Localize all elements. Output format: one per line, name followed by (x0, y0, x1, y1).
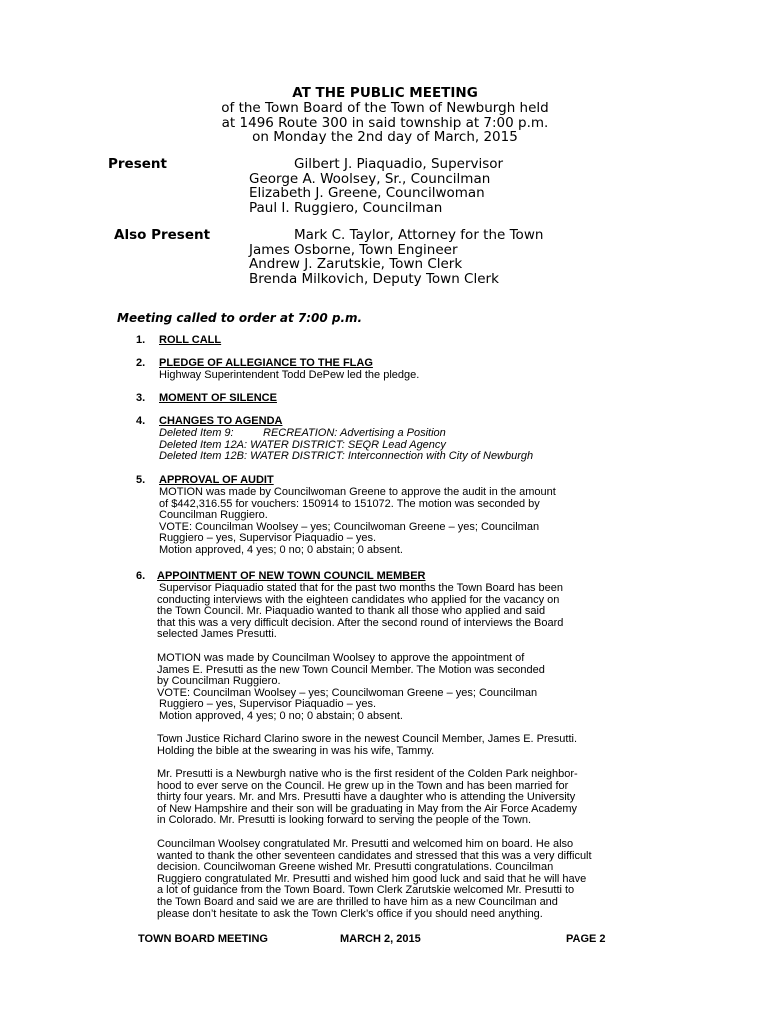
body-line: Motion approved, 4 yes; 0 no; 0 abstain; 0 absent. (159, 709, 403, 722)
body-line: decision. Councilwoman Greene wished Mr. Presutti congratulations. Councilman (157, 861, 554, 874)
footer-date: MARCH 2, 2015 (340, 933, 421, 945)
header-line-1: of the Town Board of the Town of Newburgh held (221, 100, 549, 116)
body-line: Mr. Presutti is a Newburgh native who is the first resident of the Colden Park neighbor- (157, 768, 578, 780)
body-line: Supervisor Piaquadio stated that for the past two months the Town Board has been (159, 582, 563, 594)
body-line: of $442,316.55 for vouchers: 150914 to 151072. The motion was seconded by (159, 497, 540, 510)
also-present-name: James Osborne, Town Engineer (249, 241, 458, 258)
body-line: hood to ever serve on the Council. He grew up in the Town and has been married for (157, 779, 569, 792)
body-line: VOTE: Councilman Woolsey – yes; Councilwoman Greene – yes; Councilman (157, 686, 538, 699)
item-heading: CHANGES TO AGENDA (159, 415, 283, 427)
present-name: Paul I. Ruggiero, Councilman (249, 199, 443, 216)
body-line: the Town Board and said we are are thrilled to have him as a new Councilman and (157, 895, 558, 908)
called-to-order: Meeting called to order at 7:00 p.m. (117, 311, 363, 325)
item-paragraph (157, 769, 657, 827)
body-line: Highway Superintendent Todd DePew led the pledge. (159, 369, 420, 381)
body-line: MOTION was made by Councilman Woolsey to approve the appointment of (157, 652, 525, 664)
body-line: by Councilman Ruggiero. (157, 675, 281, 688)
present-label: Present (108, 156, 167, 172)
body-line: Ruggiero – yes, Supervisor Piaquadio – yes. (159, 698, 377, 711)
body-line: Deleted Item 12A: WATER DISTRICT: SEQR Lead Agency (159, 438, 446, 451)
body-line: Councilman Woolsey congratulated Mr. Presutti and welcomed him on board. He also (157, 838, 574, 850)
body-line: Motion approved, 4 yes; 0 no; 0 abstain; 0 absent. (159, 543, 403, 556)
item-heading: ROLL CALL (159, 334, 222, 346)
body-line: Councilman Ruggiero. (159, 509, 268, 522)
meeting-title: AT THE PUBLIC MEETING (292, 85, 478, 101)
item-number: 2. (136, 357, 146, 369)
item-heading: APPOINTMENT OF NEW TOWN COUNCIL MEMBER (157, 570, 426, 582)
body-line (159, 428, 659, 440)
header-line-3: on Monday the 2nd day of March, 2015 (252, 129, 518, 145)
also-present-label: Also Present (114, 227, 211, 243)
also-present-name: Brenda Milkovich, Deputy Town Clerk (249, 270, 499, 287)
body-line: conducting interviews with the eighteen candidates who applied for the vacancy on (157, 593, 560, 606)
item-paragraph (157, 839, 657, 920)
item-number: 4. (136, 415, 146, 427)
item-body (159, 370, 659, 382)
body-line: VOTE: Councilman Woolsey – yes; Councilwoman Greene – yes; Councilman (159, 520, 540, 533)
item-number: 5. (136, 474, 146, 486)
body-line: thirty four years. Mr. and Mrs. Presutti have a daughter who is attending the University (157, 791, 576, 804)
body-line: wanted to thank the other seventeen candidates and stressed that this was a very difficult (157, 849, 592, 862)
item-heading: MOMENT OF SILENCE (159, 392, 277, 404)
item-body (159, 428, 659, 463)
header-line-2: at 1496 Route 300 in said township at 7:00 p.m. (221, 115, 549, 131)
item-paragraph (157, 653, 657, 723)
body-line: a lot of guidance from the Town Board. Town Clerk Zarutskie welcomed Mr. Presutti to (157, 884, 575, 897)
deleted-item-text: RECREATION: Advertising a Position (263, 427, 446, 439)
item-heading: APPROVAL OF AUDIT (159, 474, 274, 486)
deleted-item-label: Deleted Item 9: (159, 427, 234, 439)
body-line: Ruggiero – yes, Supervisor Piaquadio – yes. (159, 532, 377, 545)
item-paragraph (157, 734, 657, 757)
also-present-name: Andrew J. Zarutskie, Town Clerk (249, 256, 463, 273)
body-line: the Town Council. Mr. Piaquadio wanted to thank all those who applied and said (157, 605, 546, 618)
item-heading: PLEDGE OF ALLEGIANCE TO THE FLAG (159, 357, 373, 369)
footer-page: PAGE 2 (566, 933, 606, 945)
body-line: that this was a very difficult decision. After the second round of interviews the Board (157, 616, 564, 629)
present-name: Elizabeth J. Greene, Councilwoman (249, 185, 485, 202)
footer-meeting: TOWN BOARD MEETING (138, 933, 268, 945)
body-line: Holding the bible at the swearing in was his wife, Tammy. (157, 744, 435, 757)
present-name: Gilbert J. Piaquadio, Supervisor (294, 156, 504, 172)
present-name: George A. Woolsey, Sr., Councilman (249, 170, 491, 187)
body-line: of New Hampshire and their son will be graduating in May from the Air Force Academy (157, 802, 578, 815)
body-line: please don’t hesitate to ask the Town Clerk’s office if you should need anything. (157, 907, 543, 920)
body-line: Ruggiero congratulated Mr. Presutti and wished him good luck and said that he will have (157, 872, 587, 885)
body-line: MOTION was made by Councilwoman Greene to approve the audit in the amount (159, 486, 556, 498)
body-line: in Colorado. Mr. Presutti is looking forward to serving the people of the Town. (157, 814, 531, 827)
also-present-name: Mark C. Taylor, Attorney for the Town (294, 227, 544, 243)
body-line: selected James Presutti. (157, 628, 277, 641)
body-line: Town Justice Richard Clarino swore in the newest Council Member, James E. Presutti. (157, 733, 578, 745)
item-number: 1. (136, 334, 146, 346)
body-line: Deleted Item 12B: WATER DISTRICT: Interconnection with City of Newburgh (159, 450, 534, 463)
body-line: James E. Presutti as the new Town Council Member. The Motion was seconded (157, 663, 545, 676)
item-paragraph (159, 583, 659, 641)
item-number: 3. (136, 392, 146, 404)
item-body (159, 487, 659, 557)
item-number: 6. (136, 570, 146, 582)
